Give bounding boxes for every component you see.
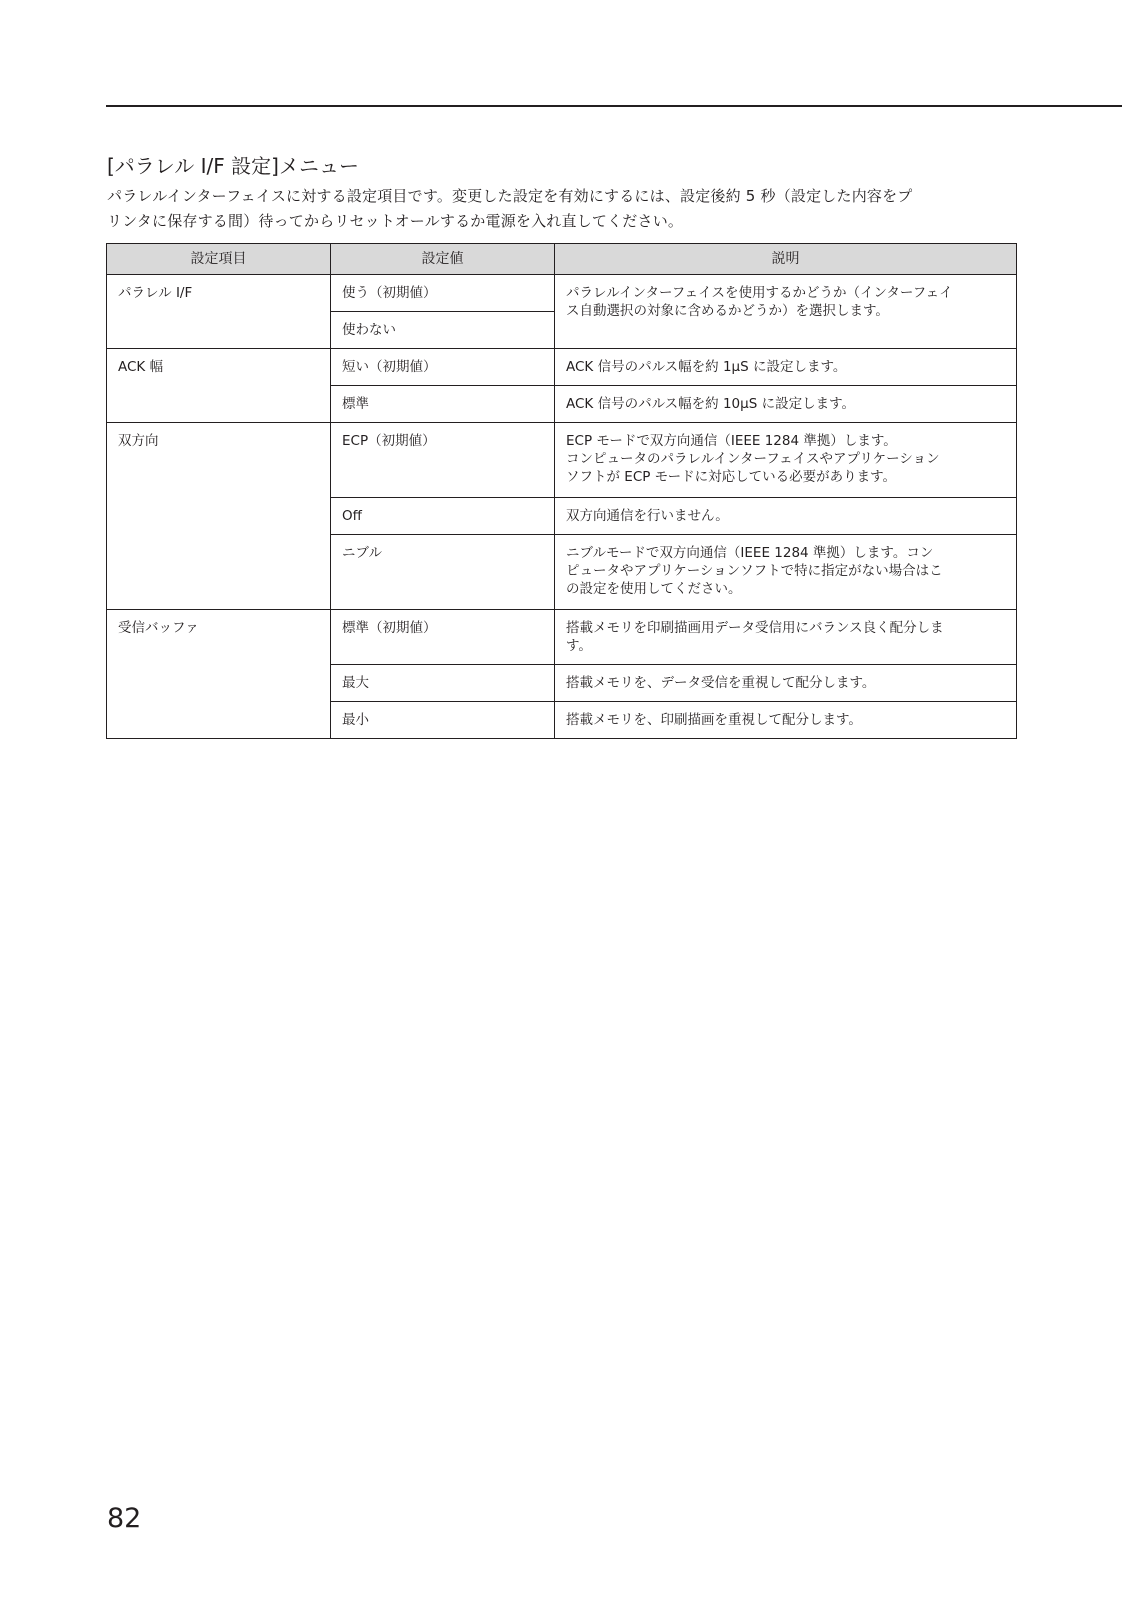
description-cell <box>555 610 1017 665</box>
description-cell <box>555 349 1017 386</box>
description-cell <box>555 535 1017 610</box>
setting-value-cell: 短い（初期値） <box>331 349 555 386</box>
setting-value-cell: 使う（初期値） <box>331 275 555 312</box>
setting-value-cell: 標準 <box>331 386 555 423</box>
page-number: 82 <box>107 1503 142 1534</box>
setting-value-cell: 最大 <box>331 665 555 702</box>
setting-value-cell: ニブル <box>331 535 555 610</box>
description-cell <box>555 498 1017 535</box>
description-line: ECP モードで双方向通信（IEEE 1284 準拠）します。 <box>566 433 897 449</box>
description-line: ニブルモードで双方向通信（IEEE 1284 準拠）します。コン <box>566 545 934 561</box>
description-line: 双方向通信を行いません。 <box>566 508 729 524</box>
intro-line: パラレルインターフェイスに対する設定項目です。変更した設定を有効にするには、設定後約 5 秒（設定した内容をプ <box>107 187 913 205</box>
setting-item-cell: パラレル I/F <box>107 275 331 349</box>
header-setting-value: 設定値 <box>331 244 555 275</box>
header-setting-item: 設定項目 <box>107 244 331 275</box>
description-line: ACK 信号のパルス幅を約 10μS に設定します。 <box>566 396 856 412</box>
header-rule <box>106 105 1122 107</box>
description-line: パラレルインターフェイスを使用するかどうか（インターフェイ <box>566 285 953 301</box>
description-line: ソフトが ECP モードに対応している必要があります。 <box>566 469 897 485</box>
setting-value-cell: ECP（初期値） <box>331 423 555 498</box>
description-cell <box>555 275 1017 349</box>
description-line: コンピュータのパラレルインターフェイスやアプリケーション <box>566 451 940 467</box>
setting-value-cell: 最小 <box>331 702 555 739</box>
setting-item-cell: 双方向 <box>107 423 331 610</box>
table-row <box>107 275 1017 312</box>
description-line: ACK 信号のパルス幅を約 1μS に設定します。 <box>566 359 847 375</box>
description-cell <box>555 665 1017 702</box>
setting-item-cell: ACK 幅 <box>107 349 331 423</box>
setting-item-cell: 受信バッファ <box>107 610 331 739</box>
table-row <box>107 423 1017 498</box>
table-row <box>107 349 1017 386</box>
setting-value-cell: 標準（初期値） <box>331 610 555 665</box>
description-line: 搭載メモリを印刷描画用データ受信用にバランス良く配分しま <box>566 620 944 636</box>
description-line: ピュータやアプリケーションソフトで特に指定がない場合はこ <box>566 563 943 579</box>
setting-value-cell: 使わない <box>331 312 555 349</box>
description-line: す。 <box>566 638 592 654</box>
description-line: ス自動選択の対象に含めるかどうか）を選択します。 <box>566 303 889 319</box>
description-line: 搭載メモリを、印刷描画を重視して配分します。 <box>566 712 862 728</box>
description-line: 搭載メモリを、データ受信を重視して配分します。 <box>566 675 876 691</box>
table-row <box>107 610 1017 665</box>
description-cell <box>555 386 1017 423</box>
intro-paragraph <box>107 184 1022 234</box>
intro-line: リンタに保存する間）待ってからリセットオールするか電源を入れ直してください。 <box>107 212 684 230</box>
description-line: の設定を使用してください。 <box>566 581 742 597</box>
settings-table <box>106 243 1017 739</box>
setting-value-cell: Off <box>331 498 555 535</box>
description-cell <box>555 702 1017 739</box>
header-description: 説明 <box>555 244 1017 275</box>
section-title: [パラレル I/F 設定]メニュー <box>107 154 359 178</box>
description-cell <box>555 423 1017 498</box>
table-header-row <box>107 244 1017 275</box>
